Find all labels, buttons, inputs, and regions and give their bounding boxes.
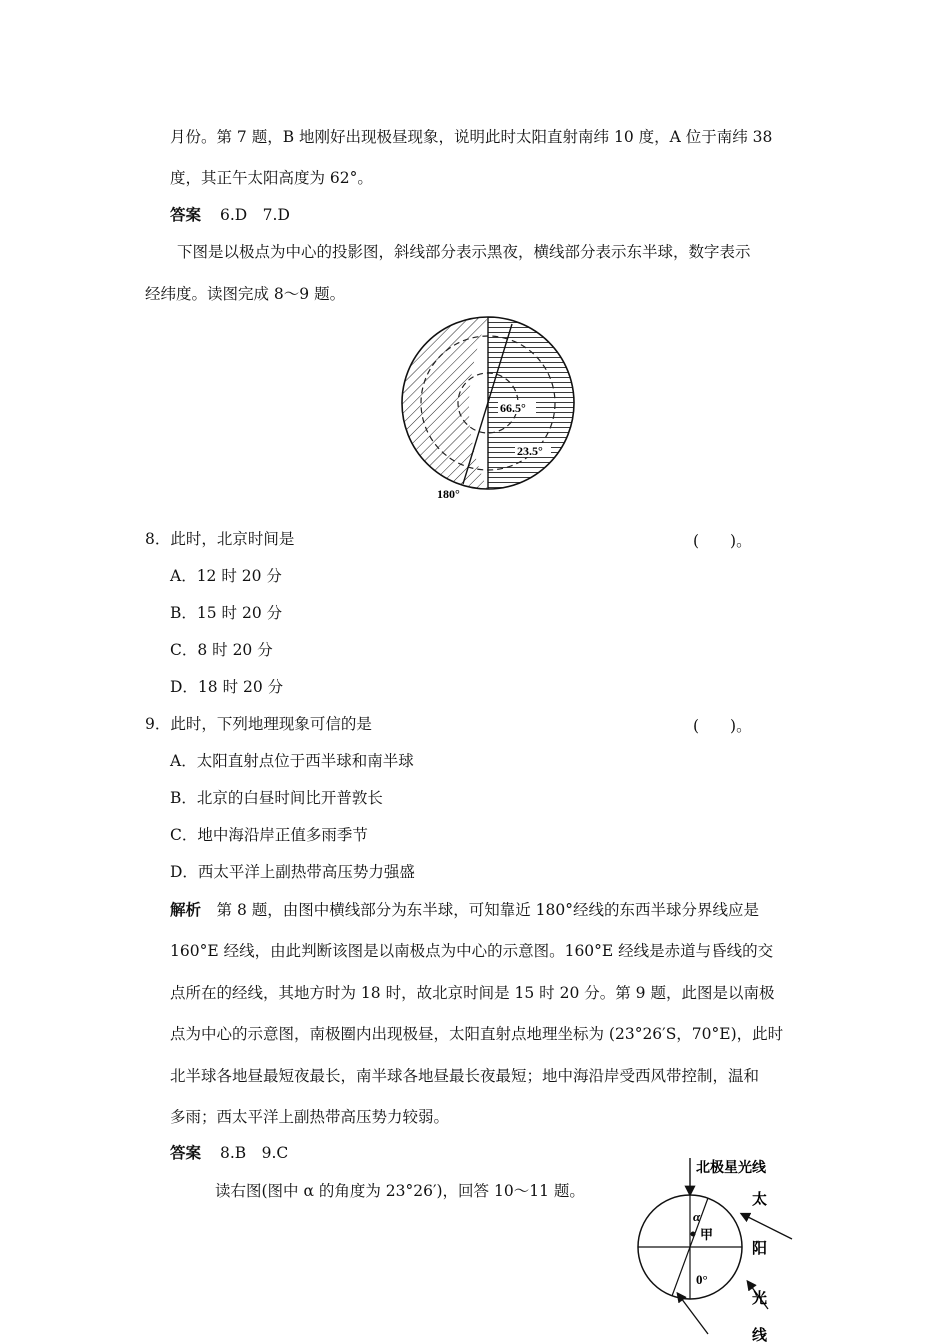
next-stem: 读右图(图中 α 的角度为 23°26′)，回答 10～11 题。: [215, 1182, 585, 1200]
q8-option-b: B．15 时 20 分: [170, 604, 283, 622]
answer-label-2: 答案: [170, 1144, 202, 1162]
q8-option-a: A．12 时 20 分: [170, 567, 282, 585]
stem-line-1: 下图是以极点为中心的投影图，斜线部分表示黑夜，横线部分表示东半球，数字表示: [177, 243, 751, 261]
polaris-label: 北极星光线: [696, 1161, 766, 1176]
sun-label-2: 阳: [752, 1241, 768, 1257]
jia-label: 甲: [700, 1227, 714, 1242]
point-jia: [691, 1232, 696, 1237]
analysis-line-2: 160°E 经线，由此判断该图是以南极点为中心的示意图。160°E 经线是赤道与昏线的交: [170, 942, 774, 960]
analysis-line-3: 点所在的经线，其地方时为 18 时，故北京时间是 15 时 20 分。第 9 题，此图是以南极: [170, 984, 775, 1002]
label-66-5: 66.5°: [500, 401, 526, 415]
q9-stem: 9．此时，下列地理现象可信的是: [145, 715, 372, 733]
earth-sunlight-figure: [630, 1154, 820, 1344]
sun-label-3: 光: [752, 1291, 768, 1307]
sun-ray-3: [678, 1294, 708, 1334]
q9-option-a: A．太阳直射点位于西半球和南半球: [170, 752, 414, 770]
q9-option-b: B．北京的白昼时间比开普敦长: [170, 789, 383, 807]
polar-projection-figure: [395, 312, 595, 502]
label-23-5: 23.5°: [517, 444, 543, 458]
analysis-label: 解析: [170, 901, 202, 919]
stem-line-2: 经纬度。读图完成 8～9 题。: [145, 285, 346, 303]
analysis-line-4: 点为中心的示意图，南极圈内出现极昼，太阳直射点地理坐标为 (23°26′S，70°E)，此时: [170, 1025, 784, 1043]
answer-line-1: [170, 205, 290, 225]
alpha-label: α: [693, 1209, 701, 1224]
q8-paren: ( )。: [693, 532, 752, 550]
intro-line-1: 月份。第 7 题，B 地刚好出现极昼现象，说明此时太阳直射南纬 10 度，A 位于南纬 38: [170, 128, 773, 146]
answer-line-2: [170, 1143, 288, 1163]
sun-label-1: 太: [752, 1192, 768, 1208]
sun-label-4: 线: [752, 1328, 768, 1344]
answer-label: 答案: [170, 206, 202, 224]
analysis-line-5: 北半球各地昼最短夜最长，南半球各地昼最长夜最短；地中海沿岸受西风带控制，温和: [170, 1067, 760, 1085]
q9-paren: ( )。: [693, 717, 752, 735]
q9-option-c: C．地中海沿岸正值多雨季节: [170, 826, 368, 844]
q8-stem: 8．此时，北京时间是: [145, 530, 295, 548]
q8-option-d: D．18 时 20 分: [170, 678, 284, 696]
analysis-line-1: [170, 900, 759, 920]
q9-option-d: D．西太平洋上副热带高压势力强盛: [170, 863, 415, 881]
q8-option-c: C．8 时 20 分: [170, 641, 273, 659]
answer-text-2: 8.B 9.C: [219, 1144, 289, 1162]
answer-text: 6.D 7.D: [219, 206, 290, 224]
analysis-text-1: 第 8 题，由图中横线部分为东半球，可知靠近 180°经线的东西半球分界线应是: [201, 901, 759, 919]
zero-label: 0°: [696, 1272, 708, 1287]
label-180: 180°: [437, 487, 460, 501]
analysis-line-6: 多雨；西太平洋上副热带高压势力较弱。: [170, 1108, 450, 1126]
intro-line-2: 度，其正午太阳高度为 62°。: [170, 169, 373, 187]
sun-ray-1: [742, 1214, 792, 1239]
